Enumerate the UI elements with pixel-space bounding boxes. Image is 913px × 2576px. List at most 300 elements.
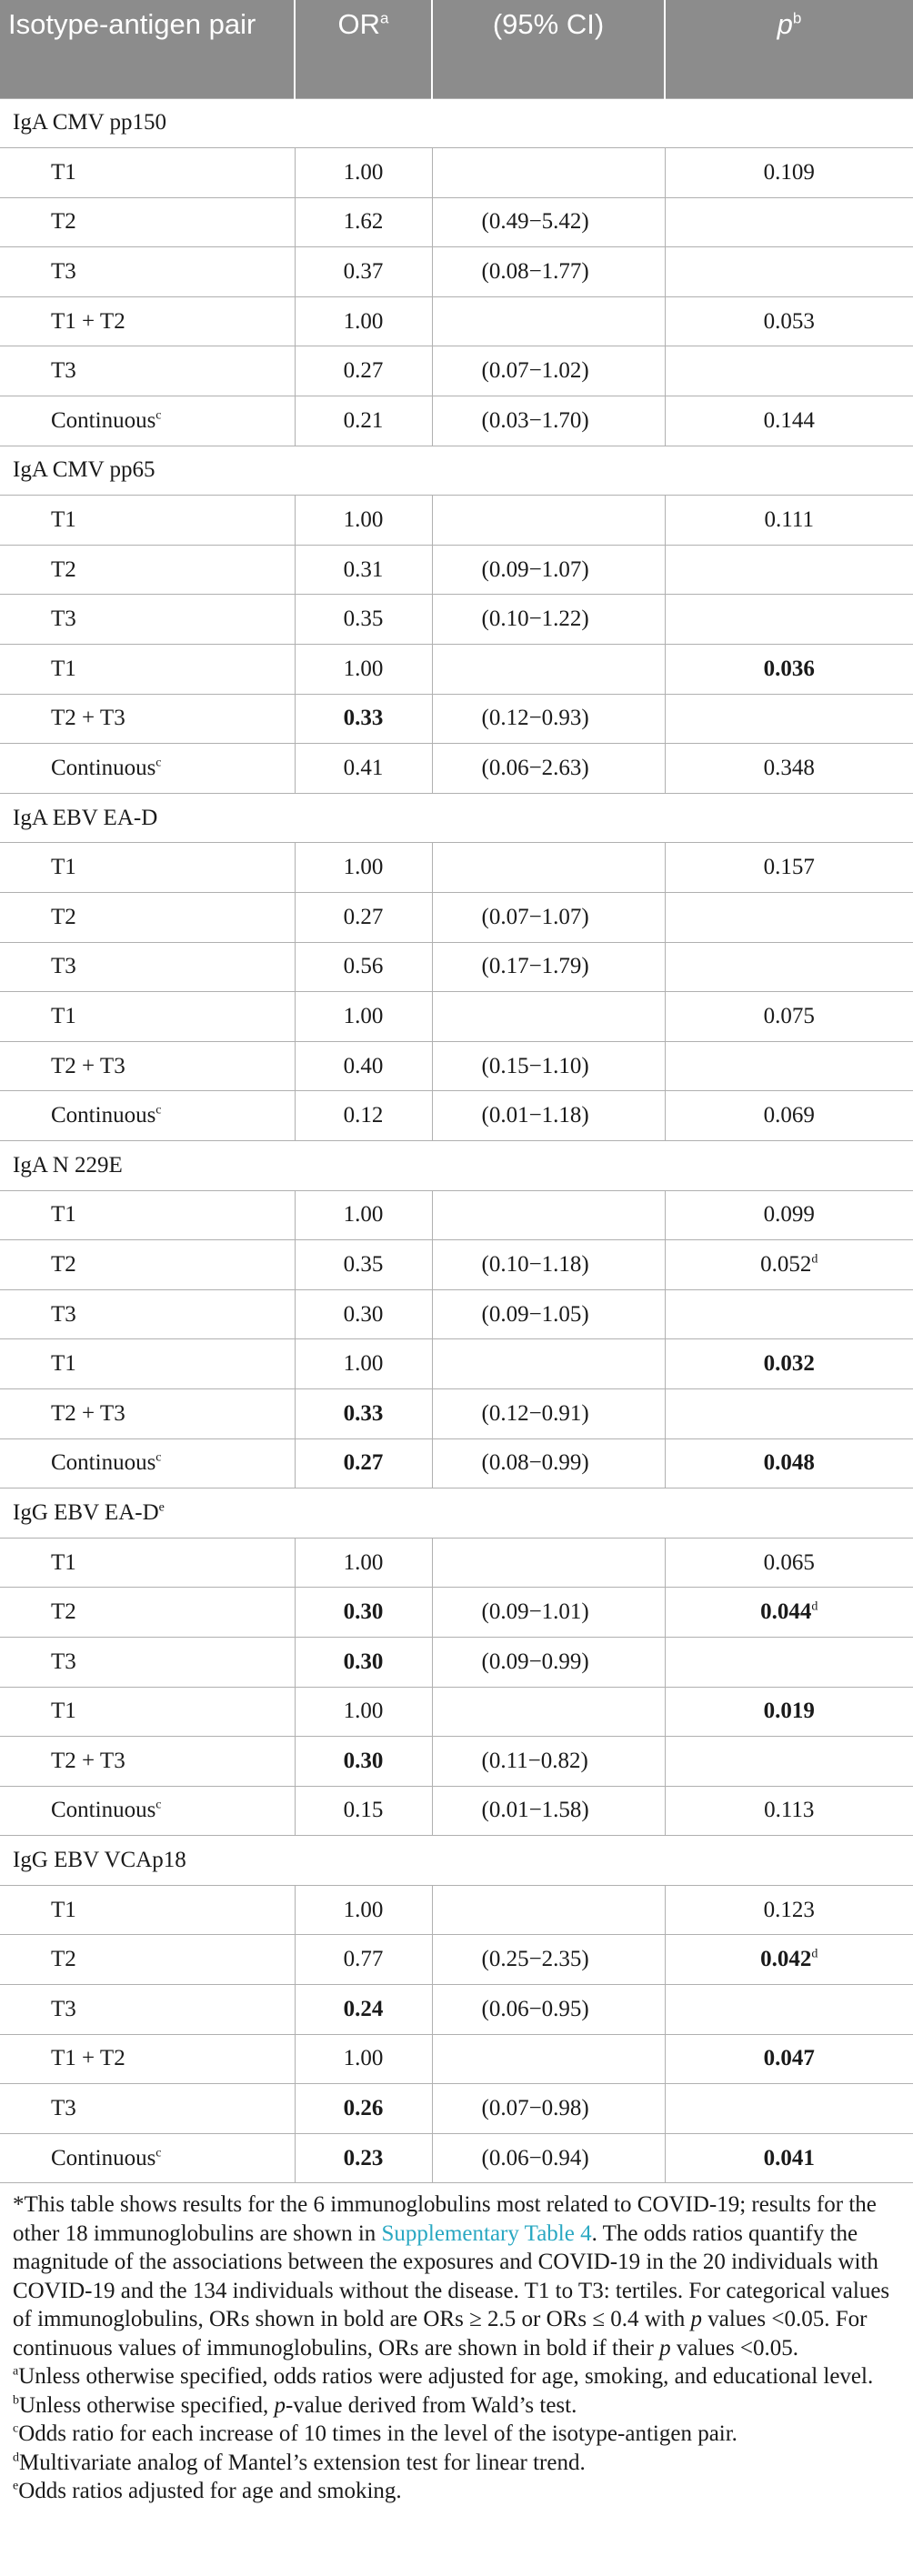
level-label: Continuous	[51, 756, 156, 781]
or-value: 0.30	[343, 1301, 384, 1327]
cell-level	[0, 346, 295, 396]
table-row	[0, 645, 913, 695]
ci-value: (0.08−1.77)	[481, 259, 589, 285]
cell-level	[0, 645, 295, 695]
cell-ci	[432, 1538, 665, 1588]
section-title	[0, 1140, 913, 1190]
level-label: T3	[51, 954, 76, 979]
table-row	[0, 1388, 913, 1438]
cell-or	[295, 843, 432, 893]
cell-p	[665, 197, 913, 247]
ci-value: (0.49−5.42)	[481, 209, 589, 235]
cell-level	[0, 197, 295, 247]
cell-p	[665, 148, 913, 198]
section-title	[0, 793, 913, 843]
table-row	[0, 148, 913, 198]
footnote-a: $^a$Unless otherwise specified, odds ratios were adjusted for age, smoking, and educational level.	[13, 2364, 874, 2390]
cell-p	[665, 1935, 913, 1985]
table-row	[0, 1637, 913, 1687]
ci-value: (0.10−1.18)	[481, 1251, 589, 1277]
cell-p	[665, 595, 913, 645]
p-value: 0.032	[763, 1351, 815, 1377]
section-header-row	[0, 793, 913, 843]
p-value: 0.157	[763, 855, 815, 880]
cell-p	[665, 1538, 913, 1588]
level-label: T2	[51, 1251, 76, 1277]
cell-level	[0, 694, 295, 744]
cell-or	[295, 1588, 432, 1638]
cell-ci	[432, 992, 665, 1042]
cell-ci	[432, 2133, 665, 2183]
cell-level	[0, 545, 295, 595]
cell-p	[665, 1339, 913, 1389]
table-body	[0, 98, 913, 2183]
cell-ci	[432, 893, 665, 943]
table-row	[0, 1737, 913, 1787]
cell-level	[0, 1041, 295, 1091]
table-row	[0, 893, 913, 943]
cell-or	[295, 1885, 432, 1935]
or-value: 0.31	[343, 556, 384, 582]
level-label: T1	[51, 507, 76, 533]
or-value: 1.00	[343, 1351, 384, 1377]
p-value: 0.113	[764, 1798, 815, 1823]
table-row	[0, 1885, 913, 1935]
cell-level	[0, 1240, 295, 1290]
or-value: 1.00	[343, 1003, 384, 1028]
ci-value: (0.25−2.35)	[481, 1947, 589, 1972]
section-title-text: IgG EBV EA-D	[13, 1499, 159, 1525]
level-label: Continuous	[51, 1798, 156, 1823]
cell-level	[0, 1985, 295, 2035]
level-label: T1 + T2	[51, 2046, 125, 2071]
level-label: T3	[51, 606, 76, 632]
cell-or	[295, 1935, 432, 1985]
cell-or	[295, 2034, 432, 2084]
header-or: $OR^a$	[295, 0, 432, 98]
cell-level	[0, 1786, 295, 1836]
table-row	[0, 1438, 913, 1488]
cell-or	[295, 396, 432, 446]
ci-value: (0.01−1.18)	[481, 1103, 589, 1128]
cell-ci	[432, 1339, 665, 1389]
section-title-footnote-mark: e	[158, 1500, 165, 1515]
level-label: T1	[51, 656, 76, 681]
level-label: T1 + T2	[51, 308, 125, 334]
p-value: 0.348	[763, 756, 815, 781]
cell-or	[295, 346, 432, 396]
cell-level	[0, 1339, 295, 1389]
or-value: 0.23	[343, 2145, 384, 2170]
cell-or	[295, 1786, 432, 1836]
table-row	[0, 744, 913, 794]
cell-or	[295, 197, 432, 247]
cell-or	[295, 1538, 432, 1588]
table-row	[0, 1935, 913, 1985]
ci-value: (0.06−0.95)	[481, 1996, 589, 2021]
cell-ci	[432, 1289, 665, 1339]
level-footnote-mark: c	[156, 2146, 162, 2160]
or-value: 1.00	[343, 855, 384, 880]
p-value: 0.075	[763, 1003, 815, 1028]
or-value: 1.00	[343, 1202, 384, 1228]
or-value: 0.30	[343, 1649, 384, 1674]
cell-or	[295, 1190, 432, 1240]
cell-or	[295, 545, 432, 595]
ci-value: (0.09−1.05)	[481, 1301, 589, 1327]
cell-level	[0, 496, 295, 546]
cell-p	[665, 1687, 913, 1737]
cell-level	[0, 1637, 295, 1687]
cell-p	[665, 1737, 913, 1787]
or-value: 0.35	[343, 1251, 384, 1277]
footnote-d: $^d$Multivariate analog of Mantel’s extension test for linear trend.	[13, 2450, 586, 2475]
section-title	[0, 1488, 913, 1539]
level-label: Continuous	[51, 1103, 156, 1128]
or-value: 0.27	[343, 904, 384, 929]
table-row	[0, 1538, 913, 1588]
cell-ci	[432, 1637, 665, 1687]
level-label: T3	[51, 1649, 76, 1674]
cell-level	[0, 1588, 295, 1638]
cell-level	[0, 1190, 295, 1240]
cell-ci	[432, 346, 665, 396]
or-value: 1.00	[343, 1699, 384, 1724]
table-row	[0, 694, 913, 744]
header-ci: (95% CI)	[432, 0, 665, 98]
table-row	[0, 247, 913, 297]
p-value: 0.048	[763, 1450, 815, 1476]
p-value: 0.099	[763, 1202, 815, 1228]
level-label: T1	[51, 159, 76, 185]
level-label: T2	[51, 1599, 76, 1625]
or-value: 1.62	[343, 209, 384, 235]
ci-value: (0.08−0.99)	[481, 1450, 589, 1476]
cell-p	[665, 992, 913, 1042]
cell-or	[295, 1240, 432, 1290]
cell-or	[295, 247, 432, 297]
level-label: T3	[51, 358, 76, 384]
section-header-row	[0, 446, 913, 496]
cell-p	[665, 1240, 913, 1290]
section-title-text: IgA CMV pp150	[13, 110, 167, 135]
cell-or	[295, 1438, 432, 1488]
section-header-row	[0, 1488, 913, 1539]
or-value: 1.00	[343, 507, 384, 533]
or-value: 0.41	[343, 756, 384, 781]
ci-value: (0.11−0.82)	[481, 1748, 588, 1773]
cell-p	[665, 942, 913, 992]
cell-level	[0, 1885, 295, 1935]
cell-ci	[432, 1935, 665, 1985]
cell-ci	[432, 1588, 665, 1638]
cell-or	[295, 595, 432, 645]
cell-ci	[432, 595, 665, 645]
cell-or	[295, 744, 432, 794]
or-value: 0.56	[343, 954, 384, 979]
level-label: T1	[51, 1202, 76, 1228]
cell-or	[295, 1687, 432, 1737]
ci-value: (0.10−1.22)	[481, 606, 589, 632]
cell-p	[665, 1289, 913, 1339]
cell-or	[295, 893, 432, 943]
ci-value: (0.09−0.99)	[481, 1649, 589, 1674]
cell-p	[665, 1091, 913, 1141]
cell-p	[665, 2034, 913, 2084]
cell-ci	[432, 148, 665, 198]
footnote-e: $^e$Odds ratios adjusted for age and smoking.	[13, 2479, 402, 2504]
level-label: T3	[51, 1996, 76, 2021]
cell-or	[295, 148, 432, 198]
cell-level	[0, 1737, 295, 1787]
cell-ci	[432, 1041, 665, 1091]
level-footnote-mark: c	[156, 1103, 162, 1118]
level-label: T2 + T3	[51, 1053, 125, 1078]
cell-or	[295, 1637, 432, 1687]
or-value: 1.00	[343, 656, 384, 681]
cell-p	[665, 893, 913, 943]
cell-or	[295, 496, 432, 546]
p-value: 0.111	[764, 507, 814, 533]
level-footnote-mark: c	[156, 756, 162, 770]
table-header-row	[0, 0, 913, 98]
or-value: 0.12	[343, 1103, 384, 1128]
level-footnote-mark: c	[156, 408, 162, 423]
cell-level	[0, 2034, 295, 2084]
cell-p	[665, 247, 913, 297]
level-label: T2 + T3	[51, 706, 125, 731]
or-value: 0.40	[343, 1053, 384, 1078]
cell-p	[665, 1637, 913, 1687]
cell-level	[0, 396, 295, 446]
level-label: T3	[51, 259, 76, 285]
cell-p	[665, 2133, 913, 2183]
table-row	[0, 1339, 913, 1389]
table-row	[0, 545, 913, 595]
supplementary-table-link[interactable]: Supplementary Table 4	[381, 2220, 592, 2246]
ci-value: (0.03−1.70)	[481, 407, 589, 433]
ci-value: (0.09−1.01)	[481, 1599, 589, 1625]
p-value: 0.042	[760, 1947, 812, 1972]
cell-level	[0, 296, 295, 346]
p-value: 0.144	[763, 407, 815, 433]
level-label: T2 + T3	[51, 1400, 125, 1426]
p-value: 0.123	[763, 1897, 815, 1922]
table-row	[0, 942, 913, 992]
ci-value: (0.07−1.07)	[481, 904, 589, 929]
ci-value: (0.15−1.10)	[481, 1053, 589, 1078]
cell-ci	[432, 1438, 665, 1488]
table-row	[0, 595, 913, 645]
footnote-b: $^b$Unless otherwise specified, p-value derived from Wald’s test.	[13, 2392, 577, 2418]
cell-level	[0, 843, 295, 893]
or-value: 0.30	[343, 1599, 384, 1625]
cell-ci	[432, 1885, 665, 1935]
table-row	[0, 396, 913, 446]
cell-level	[0, 1935, 295, 1985]
or-value: 0.15	[343, 1798, 384, 1823]
cell-p	[665, 396, 913, 446]
cell-p	[665, 346, 913, 396]
cell-level	[0, 1289, 295, 1339]
p-value: 0.065	[763, 1549, 815, 1575]
cell-level	[0, 992, 295, 1042]
cell-ci	[432, 942, 665, 992]
level-label: T1	[51, 1351, 76, 1377]
p-value: 0.053	[763, 308, 815, 334]
cell-or	[295, 296, 432, 346]
level-label: T2	[51, 556, 76, 582]
level-label: T1	[51, 1549, 76, 1575]
p-value: 0.069	[763, 1103, 815, 1128]
ci-value: (0.06−2.63)	[481, 756, 589, 781]
or-value: 0.30	[343, 1748, 384, 1773]
p-footnote-mark: d	[811, 1599, 818, 1614]
cell-level	[0, 1388, 295, 1438]
cell-or	[295, 942, 432, 992]
or-value: 0.33	[343, 706, 384, 731]
cell-p	[665, 496, 913, 546]
ci-value: (0.01−1.58)	[481, 1798, 589, 1823]
cell-or	[295, 694, 432, 744]
table-row	[0, 1985, 913, 2035]
cell-level	[0, 148, 295, 198]
cell-ci	[432, 1985, 665, 2035]
p-value: 0.109	[763, 159, 815, 185]
cell-p	[665, 1885, 913, 1935]
cell-or	[295, 1737, 432, 1787]
cell-level	[0, 2133, 295, 2183]
cell-p	[665, 744, 913, 794]
cell-level	[0, 2084, 295, 2134]
cell-or	[295, 1289, 432, 1339]
or-value: 0.37	[343, 259, 384, 285]
table-row	[0, 1786, 913, 1836]
ci-value: (0.06−0.94)	[481, 2145, 589, 2170]
or-value: 1.00	[343, 2046, 384, 2071]
table-row	[0, 346, 913, 396]
or-value: 1.00	[343, 159, 384, 185]
cell-p	[665, 843, 913, 893]
cell-ci	[432, 645, 665, 695]
cell-ci	[432, 496, 665, 546]
cell-or	[295, 1985, 432, 2035]
or-value: 0.21	[343, 407, 384, 433]
cell-or	[295, 2133, 432, 2183]
table-row	[0, 1289, 913, 1339]
or-value: 1.00	[343, 308, 384, 334]
or-value: 0.24	[343, 1996, 384, 2021]
cell-p	[665, 694, 913, 744]
or-value: 0.27	[343, 358, 384, 384]
p-footnote-mark: d	[811, 1947, 818, 1961]
level-label: T1	[51, 855, 76, 880]
cell-p	[665, 1190, 913, 1240]
p-value: 0.044	[760, 1599, 812, 1625]
table-row	[0, 2133, 913, 2183]
table-row	[0, 1240, 913, 1290]
ci-value: (0.12−0.91)	[481, 1400, 589, 1426]
cell-ci	[432, 1388, 665, 1438]
level-label: T2	[51, 904, 76, 929]
table-row	[0, 1190, 913, 1240]
cell-ci	[432, 1091, 665, 1141]
section-header-row	[0, 1140, 913, 1190]
p-value: 0.041	[763, 2145, 815, 2170]
level-label: T2	[51, 1947, 76, 1972]
cell-level	[0, 1438, 295, 1488]
level-label: T3	[51, 2096, 76, 2121]
or-value: 0.26	[343, 2096, 384, 2121]
cell-p	[665, 1388, 913, 1438]
cell-level	[0, 942, 295, 992]
section-title-text: IgA EBV EA-D	[13, 805, 158, 830]
level-label: T2 + T3	[51, 1748, 125, 1773]
cell-or	[295, 1388, 432, 1438]
level-label: Continuous	[51, 1450, 156, 1476]
cell-p	[665, 1985, 913, 2035]
or-value: 1.00	[343, 1549, 384, 1575]
ci-value: (0.17−1.79)	[481, 954, 589, 979]
header-isotype-antigen-pair: Isotype-antigen pair	[0, 0, 295, 98]
section-header-row	[0, 98, 913, 148]
level-label: T1	[51, 1699, 76, 1724]
p-footnote-mark: d	[811, 1252, 818, 1267]
table-row	[0, 496, 913, 546]
table-row	[0, 2034, 913, 2084]
cell-level	[0, 1687, 295, 1737]
section-title	[0, 446, 913, 496]
cell-ci	[432, 2084, 665, 2134]
level-label: Continuous	[51, 407, 156, 433]
cell-ci	[432, 1190, 665, 1240]
cell-ci	[432, 843, 665, 893]
table-row	[0, 2084, 913, 2134]
section-title-text: IgG EBV VCAp18	[13, 1848, 186, 1873]
cell-p	[665, 1041, 913, 1091]
cell-ci	[432, 197, 665, 247]
level-footnote-mark: c	[156, 1799, 162, 1813]
table-row	[0, 1687, 913, 1737]
ci-value: (0.07−0.98)	[481, 2096, 589, 2121]
table-row	[0, 296, 913, 346]
section-title	[0, 98, 913, 148]
cell-ci	[432, 1786, 665, 1836]
cell-or	[295, 1339, 432, 1389]
or-value: 0.77	[343, 1947, 384, 1972]
footnote-c: $^c$Odds ratio for each increase of 10 times in the level of the isotype-antigen pair.	[13, 2421, 737, 2447]
cell-ci	[432, 1737, 665, 1787]
cell-ci	[432, 296, 665, 346]
cell-ci	[432, 247, 665, 297]
table-row	[0, 1041, 913, 1091]
section-title-text: IgA CMV pp65	[13, 457, 156, 483]
cell-or	[295, 645, 432, 695]
cell-p	[665, 2084, 913, 2134]
table-row	[0, 992, 913, 1042]
table-row	[0, 1091, 913, 1141]
cell-ci	[432, 396, 665, 446]
section-title	[0, 1836, 913, 1886]
table-row	[0, 843, 913, 893]
footnote-main: *This table shows results for the 6 immunoglobulins most related to COVID-19; results for the other 18 immunoglobulins are shown in Supplementary Table 4. The odds ratios quantify the magnitude of the associations between the exposures and COVID-19 in the 20 individuals with COVID-19 and the 134 individuals without the disease. T1 to T3: tertiles. For categorical values of immunoglobulins, ORs shown in bold are ORs ≥ 2.5 or ORs ≤ 0.4 with p values <0.05. For continuous values of immunoglobulins, ORs are shown in bold if their p values <0.05.	[13, 2192, 890, 2360]
cell-p	[665, 1438, 913, 1488]
cell-ci	[432, 1687, 665, 1737]
level-label: T3	[51, 1301, 76, 1327]
table-footnotes	[0, 2183, 913, 2506]
p-value: 0.047	[763, 2046, 815, 2071]
cell-or	[295, 2084, 432, 2134]
